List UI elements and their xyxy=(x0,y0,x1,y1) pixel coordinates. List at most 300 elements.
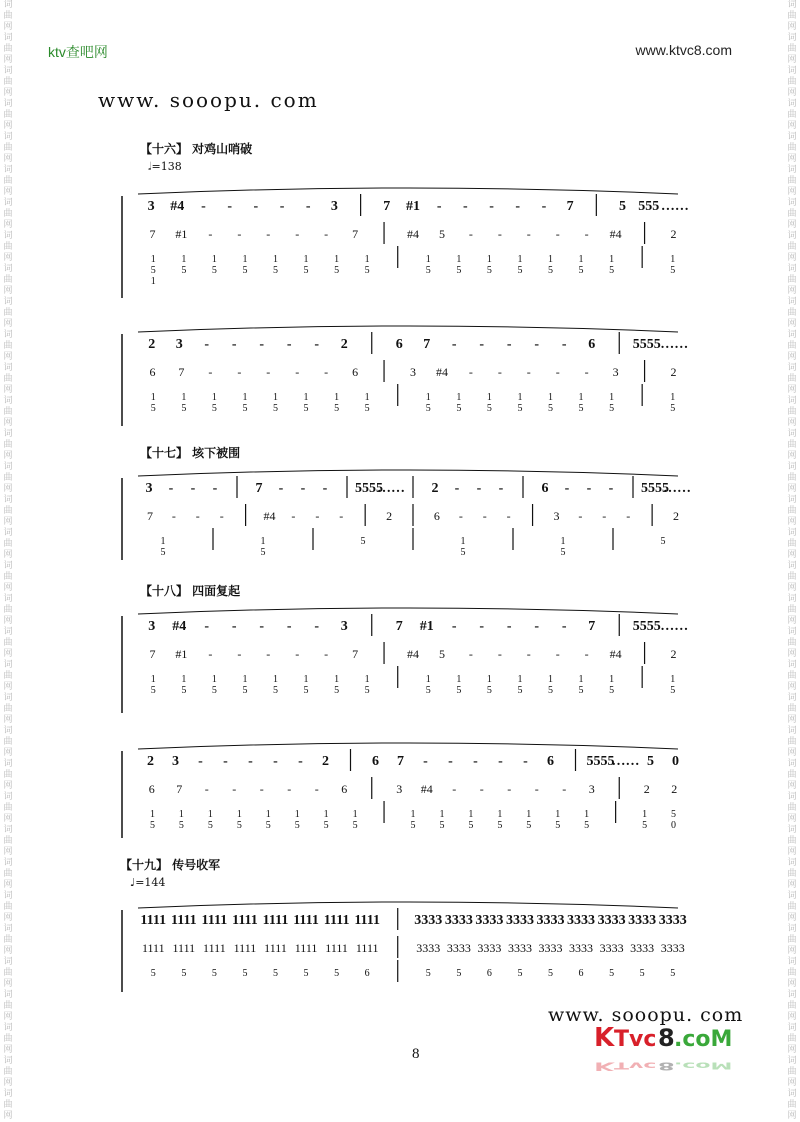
note-mid: 3 xyxy=(553,509,560,523)
note-bass: 1 xyxy=(456,392,462,403)
note-bass: 1 xyxy=(548,674,553,685)
note-bass: 5 xyxy=(639,968,645,979)
note-mid: 6 xyxy=(148,782,155,796)
note-top: 3333 xyxy=(597,913,626,928)
note-mid: 1111 xyxy=(294,941,318,955)
note-top: - xyxy=(534,337,540,352)
note-mid: #4 xyxy=(609,227,622,241)
note-mid: - xyxy=(584,227,589,241)
note-mid: - xyxy=(324,647,329,661)
note-top: 3 xyxy=(175,337,183,352)
note-top: - xyxy=(498,481,504,496)
note-top: 3333 xyxy=(536,913,565,928)
note-bass: 1 xyxy=(207,809,213,820)
note-mid: 1111 xyxy=(355,941,379,955)
note-mid: 3333 xyxy=(599,941,624,955)
note-mid: - xyxy=(208,647,213,661)
note-top: 2 xyxy=(340,337,348,352)
note-bass: 5 xyxy=(242,968,248,979)
note-top: - xyxy=(227,199,233,214)
note-bass: 5 xyxy=(456,968,462,979)
note-bass: 5 xyxy=(160,547,166,558)
note-bass: 1 xyxy=(323,809,329,820)
note-top: 1111 xyxy=(262,913,289,928)
note-mid: - xyxy=(468,227,473,241)
note-top: - xyxy=(278,481,284,496)
note-mid: - xyxy=(534,782,539,796)
note-top: 6 xyxy=(588,337,596,352)
note-mid: 7 xyxy=(352,647,359,661)
note-bass: 5 xyxy=(670,685,676,696)
note-bass: 1 xyxy=(517,254,523,265)
note-bass: 5 xyxy=(211,685,217,696)
note-top: - xyxy=(608,481,614,496)
note-bass: 5 xyxy=(150,968,156,979)
note-bass: 5 xyxy=(578,685,584,696)
note-bass: 5 xyxy=(425,685,431,696)
note-top: 3 xyxy=(340,619,348,634)
note-top: - xyxy=(523,754,528,769)
note-bass: 5 xyxy=(242,265,248,276)
note-top: 7 xyxy=(397,754,404,769)
note-bass: 1 xyxy=(468,809,474,820)
note-bass: 5 xyxy=(497,820,503,831)
note-top: - xyxy=(259,337,265,352)
note-mid: - xyxy=(237,365,242,379)
note-top: 3333 xyxy=(414,913,443,928)
note-bass: 5 xyxy=(486,685,492,696)
note-bass: 6 xyxy=(578,968,584,979)
note-bass: 1 xyxy=(517,392,523,403)
note-top: - xyxy=(322,481,328,496)
note-top: 2 xyxy=(148,337,156,352)
note-mid: 3 xyxy=(612,365,619,379)
note-mid: - xyxy=(562,782,567,796)
note-top: 1111 xyxy=(293,913,319,928)
note-mid: - xyxy=(468,647,473,661)
svg-text:K: K xyxy=(594,1023,615,1053)
note-top: #4 xyxy=(172,619,187,634)
note-mid: 6 xyxy=(352,365,359,379)
note-bass: 5 xyxy=(609,265,615,276)
note-top: 3 xyxy=(148,619,156,634)
note-mid: 3333 xyxy=(660,941,685,955)
note-bass: 5 xyxy=(660,536,666,547)
note-bass: 5 xyxy=(425,403,431,414)
note-mid: - xyxy=(295,365,300,379)
note-bass: 1 xyxy=(670,674,676,685)
note-bass: 5 xyxy=(211,265,217,276)
note-bass: 5 xyxy=(181,403,187,414)
note-top: 3 xyxy=(145,481,153,496)
note-bass: 5 xyxy=(211,968,217,979)
note-top: 3333 xyxy=(628,913,657,928)
score-system xyxy=(108,462,708,572)
note-bass: 1 xyxy=(265,809,271,820)
note-mid: - xyxy=(266,647,271,661)
note-bass: 5 xyxy=(334,403,340,414)
note-top: - xyxy=(298,754,303,769)
note-mid: - xyxy=(219,509,224,523)
note-top: 7 xyxy=(255,481,263,496)
note-bass: 5 xyxy=(364,685,370,696)
note-top: - xyxy=(451,619,457,634)
note-bass: 5 xyxy=(150,403,156,414)
note-bass: 5 xyxy=(486,265,492,276)
note-bass: 1 xyxy=(334,254,340,265)
note-bass: 1 xyxy=(456,254,462,265)
note-top: - xyxy=(451,337,457,352)
note-mid: 3 xyxy=(410,365,416,379)
note-bass: 1 xyxy=(609,392,615,403)
note-mid: #4 xyxy=(407,647,419,661)
note-mid: 2 xyxy=(671,782,678,796)
note-bass: 5 xyxy=(670,403,676,414)
tempo-marking-16: 𝅗𝅥=138 xyxy=(148,160,182,173)
note-top: …… xyxy=(611,754,640,769)
note-bass: 1 xyxy=(181,674,187,685)
note-mid: 7 xyxy=(146,509,153,523)
note-top: 3 xyxy=(330,199,338,214)
note-mid: - xyxy=(295,647,300,661)
note-bass: 1 xyxy=(548,392,553,403)
note-bass: 5 xyxy=(181,968,187,979)
note-bass: 5 xyxy=(273,265,278,276)
note-bass: 5 xyxy=(260,547,266,558)
note-bass: 1 xyxy=(609,254,615,265)
note-top: 6 xyxy=(547,754,554,769)
svg-text:Tvc: Tvc xyxy=(614,1059,657,1072)
note-bass: 1 xyxy=(181,254,187,265)
half-note-icon: 𝅗𝅥 xyxy=(148,160,152,173)
note-mid: - xyxy=(497,227,502,241)
note-top: 3 xyxy=(147,199,155,214)
score-system xyxy=(108,894,708,1004)
note-bass: 1 xyxy=(181,392,187,403)
note-top: 3333 xyxy=(505,913,534,928)
note-bass: 5 xyxy=(265,820,271,831)
note-mid: 5 xyxy=(438,227,445,241)
svg-text:.coM: .coM xyxy=(674,1059,733,1072)
note-bass: 5 xyxy=(150,265,156,276)
note-bass: 1 xyxy=(303,674,309,685)
note-mid: #1 xyxy=(175,647,188,661)
note-mid: - xyxy=(584,365,589,379)
note-bass: 5 xyxy=(456,403,462,414)
note-bass: 5 xyxy=(364,265,370,276)
note-top: - xyxy=(561,619,567,634)
note-top: - xyxy=(561,337,567,352)
note-mid: 2 xyxy=(670,365,677,379)
note-mid: 2 xyxy=(673,509,680,523)
note-top: …… xyxy=(660,199,689,214)
note-top: - xyxy=(279,199,285,214)
note-bass: 5 xyxy=(548,968,553,979)
note-bass: 1 xyxy=(364,674,370,685)
note-top: 7 xyxy=(423,337,431,352)
note-bass: 5 xyxy=(560,547,566,558)
note-mid: - xyxy=(237,647,242,661)
top-watermark-url: www. sooopu. com xyxy=(98,88,319,112)
note-top: 7 xyxy=(588,619,596,634)
note-bass: 5 xyxy=(609,685,615,696)
note-top: - xyxy=(212,481,218,496)
note-bass: 5 xyxy=(526,820,532,831)
note-bass: 5 xyxy=(211,403,217,414)
note-bass: 5 xyxy=(273,685,278,696)
note-top: - xyxy=(564,481,570,496)
note-bass: 1 xyxy=(150,276,156,287)
note-top: - xyxy=(515,199,521,214)
note-top: 3333 xyxy=(444,913,473,928)
note-top: - xyxy=(190,481,196,496)
note-bass: 1 xyxy=(670,254,676,265)
note-bass: 5 xyxy=(555,820,561,831)
note-mid: 2 xyxy=(670,647,677,661)
note-mid: 7 xyxy=(149,227,156,241)
note-bass: 1 xyxy=(670,392,676,403)
svg-text:8: 8 xyxy=(658,1024,675,1052)
note-mid: - xyxy=(324,365,329,379)
note-mid: - xyxy=(626,509,631,523)
score-system xyxy=(108,735,708,850)
note-top: - xyxy=(534,619,540,634)
note-bass: 1 xyxy=(242,254,248,265)
note-bass: 5 xyxy=(273,403,278,414)
note-bass: 5 xyxy=(425,968,431,979)
note-top: - xyxy=(286,337,292,352)
note-bass: 5 xyxy=(578,265,584,276)
note-bass: 5 xyxy=(609,968,615,979)
note-top: - xyxy=(489,199,494,214)
note-top: - xyxy=(479,337,485,352)
note-bass: 5 xyxy=(181,685,187,696)
note-top: 5 xyxy=(647,754,654,769)
note-bass: 1 xyxy=(273,392,278,403)
note-top: - xyxy=(168,481,174,496)
note-mid: 3333 xyxy=(416,941,441,955)
note-top: 1111 xyxy=(140,913,167,928)
note-bass: 5 xyxy=(670,265,676,276)
note-bass: 5 xyxy=(548,265,553,276)
page-number: 8 xyxy=(412,1046,420,1062)
note-mid: - xyxy=(506,509,511,523)
note-top: #1 xyxy=(419,619,434,634)
note-bass: 5 xyxy=(242,403,248,414)
note-mid: 7 xyxy=(176,782,183,796)
note-bass: 0 xyxy=(671,820,677,831)
note-mid: 2 xyxy=(670,227,677,241)
note-mid: - xyxy=(266,365,271,379)
note-bass: 1 xyxy=(334,674,340,685)
note-top: - xyxy=(305,199,311,214)
note-bass: 5 xyxy=(425,265,431,276)
note-bass: 1 xyxy=(486,392,492,403)
note-mid: - xyxy=(291,509,296,523)
note-mid: - xyxy=(458,509,463,523)
note-mid: #1 xyxy=(175,227,188,241)
right-watermark-strip: 词曲网词曲网词曲网词曲网词曲网词曲网词曲网词曲网词曲网词曲网词曲网词曲网词曲网词曲网词曲网词曲网词曲网词曲网词曲网词曲网词曲网词曲网词曲网词曲网词曲网词曲网词曲网词曲网词曲网词曲网词曲网词曲网词曲网词曲网 xyxy=(787,0,797,1121)
note-bass: 5 xyxy=(352,820,358,831)
note-bass: 5 xyxy=(486,403,492,414)
note-mid: - xyxy=(259,782,264,796)
note-bass: 1 xyxy=(460,536,466,547)
note-bass: 5 xyxy=(303,403,309,414)
bottom-watermark-url: www. sooopu. com xyxy=(548,1004,744,1026)
note-bass: 6 xyxy=(486,968,492,979)
note-bass: 1 xyxy=(211,392,217,403)
note-top: 5555 xyxy=(632,337,661,352)
note-bass: 5 xyxy=(294,820,300,831)
note-mid: - xyxy=(526,647,531,661)
note-bass: 5 xyxy=(410,820,416,831)
note-bass: 5 xyxy=(323,820,329,831)
tempo-marking-19: ♩=144 xyxy=(130,876,166,889)
note-mid: 3333 xyxy=(507,941,532,955)
note-mid: - xyxy=(315,509,320,523)
note-top: - xyxy=(463,199,468,214)
note-bass: 1 xyxy=(425,254,431,265)
note-bass: 5 xyxy=(242,685,248,696)
note-top: - xyxy=(448,754,453,769)
note-mid: 6 xyxy=(149,365,156,379)
note-mid: 3333 xyxy=(569,941,594,955)
note-bass: 5 xyxy=(334,265,340,276)
note-mid: 7 xyxy=(178,365,185,379)
note-bass: 1 xyxy=(548,254,553,265)
note-top: - xyxy=(436,199,442,214)
note-top: - xyxy=(586,481,592,496)
note-top: 5555 xyxy=(355,481,383,496)
note-top: - xyxy=(300,481,306,496)
note-top: 6 xyxy=(541,481,549,496)
note-mid: #4 xyxy=(407,227,419,241)
note-bass: 5 xyxy=(517,968,523,979)
note-top: 5555 xyxy=(586,754,615,769)
note-mid: - xyxy=(584,647,589,661)
note-top: - xyxy=(204,619,210,634)
note-bass: 1 xyxy=(364,392,370,403)
note-top: - xyxy=(201,199,206,214)
note-mid: #4 xyxy=(420,782,433,796)
note-mid: - xyxy=(232,782,237,796)
note-top: 2 xyxy=(147,754,154,769)
note-bass: 6 xyxy=(364,968,370,979)
note-top: - xyxy=(476,481,482,496)
note-mid: - xyxy=(314,782,319,796)
note-top: 5555 xyxy=(641,481,669,496)
note-bass: 5 xyxy=(468,820,474,831)
note-bass: 1 xyxy=(439,809,445,820)
note-top: - xyxy=(223,754,228,769)
note-top: 1111 xyxy=(170,913,197,928)
note-mid: 1111 xyxy=(203,941,226,955)
note-bass: 1 xyxy=(584,809,590,820)
note-mid: - xyxy=(208,227,213,241)
note-bass: 1 xyxy=(578,674,584,685)
note-bass: 5 xyxy=(517,403,523,414)
svg-text:K: K xyxy=(594,1059,615,1074)
score-system xyxy=(108,318,708,438)
note-top: - xyxy=(506,337,512,352)
note-top: 0 xyxy=(672,754,679,769)
note-top: 3333 xyxy=(475,913,504,928)
note-top: - xyxy=(506,619,512,634)
header-site-name[interactable]: ktv查吧网 xyxy=(48,44,108,60)
note-mid: - xyxy=(602,509,607,523)
note-bass: 5 xyxy=(671,809,677,820)
note-bass: 1 xyxy=(211,254,217,265)
note-mid: 3333 xyxy=(446,941,471,955)
note-bass: 5 xyxy=(150,685,156,696)
note-mid: - xyxy=(468,365,473,379)
note-mid: - xyxy=(339,509,344,523)
note-bass: 5 xyxy=(517,265,523,276)
svg-text:8: 8 xyxy=(658,1059,675,1072)
note-mid: - xyxy=(482,509,487,523)
note-bass: 1 xyxy=(303,254,309,265)
note-mid: - xyxy=(578,509,583,523)
note-bass: 1 xyxy=(236,809,242,820)
note-bass: 1 xyxy=(211,674,217,685)
note-mid: - xyxy=(324,227,329,241)
note-bass: 1 xyxy=(273,254,278,265)
note-mid: 1111 xyxy=(325,941,348,955)
section-title-19: 【十九】 传号收军 xyxy=(120,858,221,872)
note-top: #4 xyxy=(170,199,185,214)
note-mid: 1111 xyxy=(172,941,196,955)
note-bass: 5 xyxy=(548,685,553,696)
note-top: - xyxy=(253,199,259,214)
note-bass: 1 xyxy=(178,809,184,820)
note-mid: 3 xyxy=(396,782,403,796)
note-mid: - xyxy=(295,227,300,241)
note-bass: 5 xyxy=(149,820,155,831)
note-mid: 5 xyxy=(438,647,445,661)
note-bass: 5 xyxy=(517,685,523,696)
note-top: 6 xyxy=(372,754,379,769)
note-bass: 5 xyxy=(303,685,309,696)
note-top: …… xyxy=(660,337,689,352)
header-site-url[interactable]: www.ktvc8.com xyxy=(635,42,732,58)
note-bass: 1 xyxy=(150,254,156,265)
note-bass: 1 xyxy=(160,536,166,547)
note-bass: 5 xyxy=(178,820,184,831)
note-top: #1 xyxy=(406,199,420,214)
note-bass: 1 xyxy=(242,674,248,685)
note-top: 2 xyxy=(431,481,439,496)
note-mid: - xyxy=(204,782,209,796)
note-bass: 5 xyxy=(456,265,462,276)
note-top: 6 xyxy=(395,337,403,352)
note-bass: 5 xyxy=(181,265,187,276)
note-bass: 1 xyxy=(526,809,532,820)
quarter-note-icon: ♩ xyxy=(130,876,136,889)
note-bass: 5 xyxy=(334,685,340,696)
note-top: - xyxy=(286,619,292,634)
section-title-17: 【十七】 垓下被围 xyxy=(140,446,241,460)
note-bass: 1 xyxy=(456,674,462,685)
note-bass: 1 xyxy=(242,392,248,403)
note-mid: #4 xyxy=(435,365,448,379)
note-top: - xyxy=(479,619,485,634)
note-bass: 1 xyxy=(425,674,431,685)
note-mid: - xyxy=(452,782,457,796)
note-bass: 5 xyxy=(456,685,462,696)
note-top: …… xyxy=(660,619,689,634)
note-mid: - xyxy=(507,782,512,796)
note-bass: 1 xyxy=(410,809,416,820)
